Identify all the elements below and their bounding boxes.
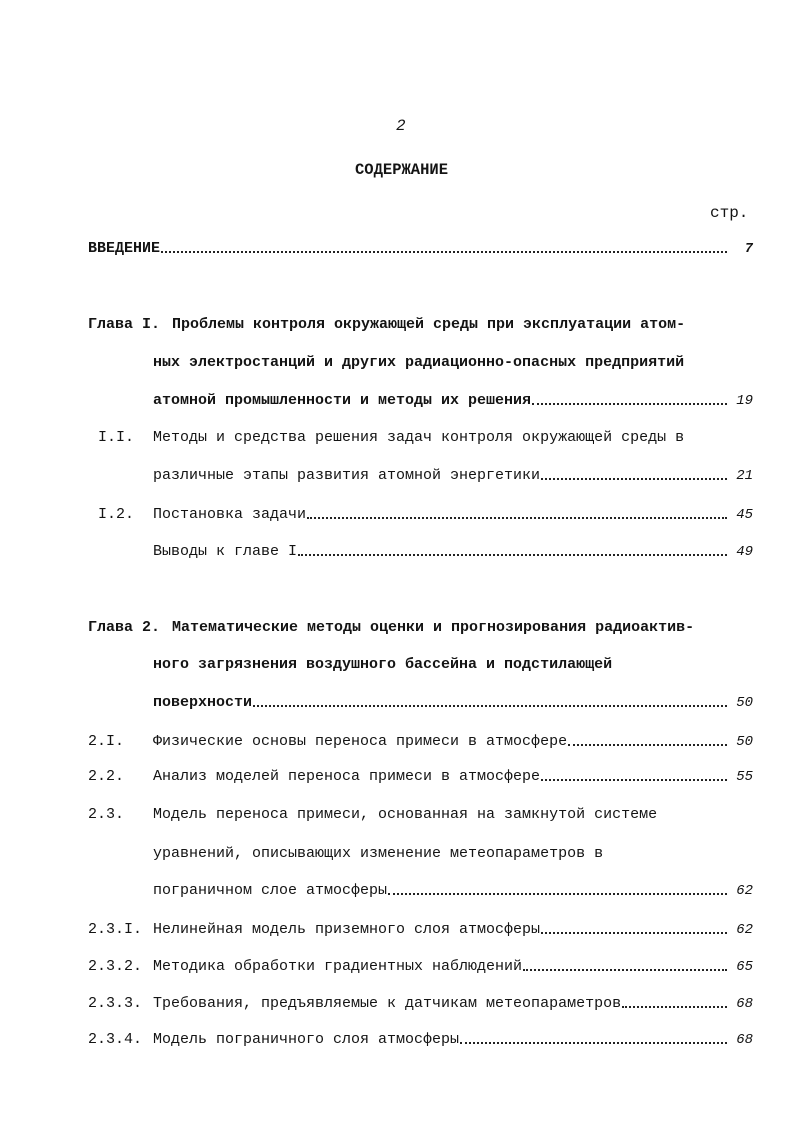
toc-page-number: 50 bbox=[736, 695, 753, 711]
section-number: 2.3.3. bbox=[88, 995, 143, 1012]
page-number: 2 bbox=[396, 117, 406, 135]
section-title-line: Постановка задачи bbox=[153, 506, 307, 523]
toc-entry-label: ВВЕДЕНИЕ bbox=[88, 240, 161, 257]
leader-dots bbox=[541, 778, 727, 781]
toc-page-number: 68 bbox=[736, 996, 753, 1012]
toc-page-number: 62 bbox=[736, 883, 753, 899]
section-title-line: Нелинейная модель приземного слоя атмосферы bbox=[153, 921, 541, 938]
section-number: 2.3. bbox=[88, 806, 125, 823]
section-title-line: Выводы к главе I bbox=[153, 543, 298, 560]
toc-page-number: 50 bbox=[736, 734, 753, 750]
section-title-line: Требования, предъявляемые к датчикам метеопараметров bbox=[153, 995, 622, 1012]
toc-entry-2-1[interactable] bbox=[153, 733, 753, 750]
leader-dots bbox=[622, 1005, 727, 1008]
leader-dots bbox=[568, 743, 727, 746]
chapter-2-title-line: Математические методы оценки и прогнозирования радиоактив- bbox=[172, 619, 695, 636]
section-title-line: уравнений, описывающих изменение метеопараметров в bbox=[153, 845, 604, 862]
toc-page-number: 21 bbox=[736, 468, 753, 484]
toc-entry-chapter-2[interactable] bbox=[153, 694, 753, 711]
leader-dots bbox=[460, 1041, 727, 1044]
section-title-line: различные этапы развития атомной энергетики bbox=[153, 467, 541, 484]
leader-dots bbox=[307, 516, 727, 519]
toc-page-number: 55 bbox=[736, 769, 753, 785]
chapter-2-title-line: поверхности bbox=[153, 694, 253, 711]
section-title-line: пограничном слое атмосферы bbox=[153, 882, 388, 899]
chapter-2-title-line: ного загрязнения воздушного бассейна и подстилающей bbox=[153, 656, 613, 673]
toc-page-number: 68 bbox=[736, 1032, 753, 1048]
toc-page-number: 65 bbox=[736, 959, 753, 975]
leader-dots bbox=[541, 477, 727, 480]
chapter-1-label: Глава I. bbox=[88, 316, 161, 333]
leader-dots bbox=[161, 250, 727, 253]
toc-entry-1-1[interactable] bbox=[153, 467, 753, 484]
chapter-1-title-line: Проблемы контроля окружающей среды при эксплуатации атом- bbox=[172, 316, 686, 333]
leader-dots bbox=[298, 553, 727, 556]
toc-entry-1-2[interactable] bbox=[153, 506, 753, 523]
section-title-line: Физические основы переноса примеси в атмосфере bbox=[153, 733, 568, 750]
toc-page-number: 19 bbox=[736, 393, 753, 409]
section-title-line: Модель переноса примеси, основанная на замкнутой системе bbox=[153, 806, 658, 823]
toc-entry-chapter-1[interactable] bbox=[153, 392, 753, 409]
section-number: 2.I. bbox=[88, 733, 125, 750]
toc-entry-2-3-2[interactable] bbox=[153, 958, 753, 975]
toc-entry-1-conclusions[interactable] bbox=[153, 543, 753, 560]
section-number: 2.3.4. bbox=[88, 1031, 143, 1048]
page-title: СОДЕРЖАНИЕ bbox=[355, 161, 449, 179]
toc-page-number: 49 bbox=[736, 544, 753, 560]
section-title-line: Модель пограничного слоя атмосферы bbox=[153, 1031, 460, 1048]
section-number: I.I. bbox=[98, 429, 135, 446]
section-title-line: Методы и средства решения задач контроля окружающей среды в bbox=[153, 429, 685, 446]
section-number: 2.2. bbox=[88, 768, 125, 785]
toc-page-number: 7 bbox=[744, 241, 753, 257]
toc-entry-2-2[interactable] bbox=[153, 768, 753, 785]
toc-page-number: 45 bbox=[736, 507, 753, 523]
leader-dots bbox=[532, 402, 727, 405]
section-number: 2.3.2. bbox=[88, 958, 143, 975]
chapter-1-title-line: ных электростанций и других радиационно-опасных предприятий bbox=[153, 354, 685, 371]
chapter-2-label: Глава 2. bbox=[88, 619, 161, 636]
toc-entry-2-3-4[interactable] bbox=[153, 1031, 753, 1048]
section-number: I.2. bbox=[98, 506, 135, 523]
leader-dots bbox=[388, 892, 727, 895]
section-number: 2.3.I. bbox=[88, 921, 143, 938]
toc-entry-2-3-3[interactable] bbox=[153, 995, 753, 1012]
section-title-line: Методика обработки градиентных наблюдений bbox=[153, 958, 523, 975]
toc-entry-2-3[interactable] bbox=[153, 882, 753, 899]
section-title-line: Анализ моделей переноса примеси в атмосфере bbox=[153, 768, 541, 785]
leader-dots bbox=[253, 704, 727, 707]
leader-dots bbox=[523, 968, 727, 971]
leader-dots bbox=[541, 931, 727, 934]
toc-entry-2-3-1[interactable] bbox=[153, 921, 753, 938]
chapter-1-title-line: атомной промышленности и методы их решения bbox=[153, 392, 532, 409]
page-column-label: стр. bbox=[710, 204, 749, 222]
toc-entry-intro[interactable] bbox=[88, 240, 753, 257]
toc-page-number: 62 bbox=[736, 922, 753, 938]
